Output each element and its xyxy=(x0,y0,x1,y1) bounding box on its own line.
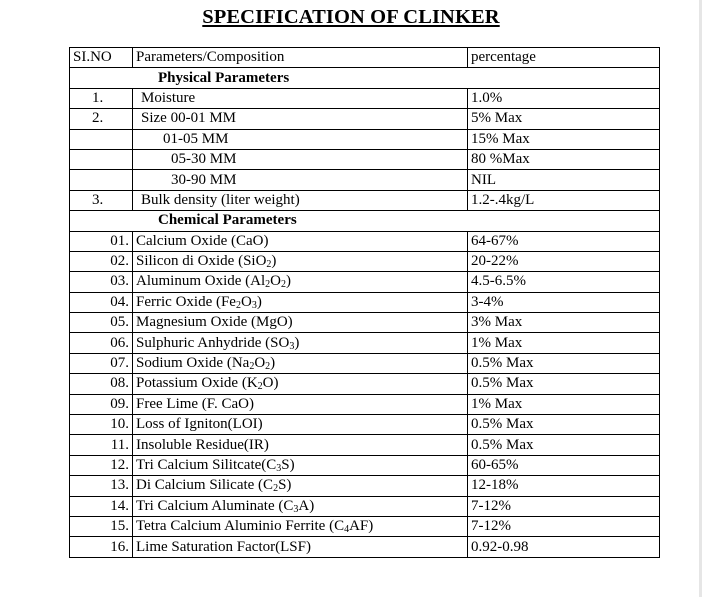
table-row xyxy=(70,313,660,333)
row-number: 12. xyxy=(70,455,133,475)
row-parameter: 01-05 MM xyxy=(133,129,468,149)
row-value: 3% Max xyxy=(468,313,660,333)
table-row xyxy=(70,88,660,108)
text-part: Calcium Oxide (CaO) xyxy=(136,232,269,249)
table-header-row xyxy=(70,48,660,68)
row-value: 64-67% xyxy=(468,231,660,251)
subscript: 2 xyxy=(249,361,255,373)
row-number: 16. xyxy=(70,537,133,557)
row-value: 60-65% xyxy=(468,455,660,475)
section-row-chemical xyxy=(70,211,660,231)
text-part: Insoluble Residue(IR) xyxy=(136,436,269,453)
row-number: 13. xyxy=(70,476,133,496)
text-part: ) xyxy=(286,273,291,290)
table-row xyxy=(70,537,660,557)
row-parameter xyxy=(133,516,468,536)
section-row-physical xyxy=(70,68,660,88)
row-number: 09. xyxy=(70,394,133,414)
row-value: 1.2-.4kg/L xyxy=(468,190,660,210)
row-parameter xyxy=(133,496,468,516)
row-parameter xyxy=(133,537,468,557)
row-value: 0.5% Max xyxy=(468,353,660,373)
row-parameter xyxy=(133,333,468,353)
row-number: 07. xyxy=(70,353,133,373)
table-row xyxy=(70,149,660,169)
text-part: Tetra Calcium Aluminio Ferrite (C xyxy=(136,518,345,535)
row-parameter: 05-30 MM xyxy=(133,149,468,169)
table-row xyxy=(70,353,660,373)
text-part: Silicon di Oxide (SiO xyxy=(136,253,267,270)
specification-table xyxy=(69,47,660,558)
row-value: 0.5% Max xyxy=(468,374,660,394)
subscript: 2 xyxy=(281,279,286,291)
row-number: 08. xyxy=(70,374,133,394)
row-parameter xyxy=(133,313,468,333)
row-parameter xyxy=(133,353,468,373)
subscript: 4 xyxy=(344,524,350,536)
text-part: O xyxy=(240,293,252,310)
text-part: Sodium Oxide (Na xyxy=(136,355,250,372)
subscript: 3 xyxy=(293,503,299,515)
row-number: 02. xyxy=(70,251,133,271)
row-parameter: Moisture xyxy=(133,88,468,108)
document-title: SPECIFICATION OF CLINKER xyxy=(202,6,500,28)
subscript: 2 xyxy=(265,279,271,291)
row-value: 5% Max xyxy=(468,109,660,129)
row-parameter: Bulk density (liter weight) xyxy=(133,190,468,210)
row-number xyxy=(70,170,133,190)
subscript: 3 xyxy=(276,463,282,474)
row-parameter xyxy=(133,394,468,414)
row-value: 7-12% xyxy=(468,516,660,536)
row-number: 3. xyxy=(70,190,133,210)
text-part: A) xyxy=(298,497,315,514)
row-value: 1% Max xyxy=(468,333,660,353)
row-parameter xyxy=(133,231,468,251)
table-row xyxy=(70,415,660,435)
row-value: 3-4% xyxy=(468,292,660,312)
header-value: percentage xyxy=(468,48,660,68)
row-number: 03. xyxy=(70,272,133,292)
text-part: S) xyxy=(281,457,295,473)
row-number: 05. xyxy=(70,313,133,333)
row-parameter xyxy=(133,415,468,435)
row-parameter xyxy=(133,292,468,312)
row-value: 0.5% Max xyxy=(468,415,660,435)
text-part: Potassium Oxide (K xyxy=(136,375,258,392)
row-value: 0.92-0.98 xyxy=(468,537,660,557)
subscript: 2 xyxy=(257,381,263,393)
row-value: 1.0% xyxy=(468,88,660,108)
row-value: 12-18% xyxy=(468,476,660,496)
table-row xyxy=(70,292,660,312)
text-part: ) xyxy=(270,355,276,372)
text-part: Aluminum Oxide (Al xyxy=(136,273,266,290)
row-value: 7-12% xyxy=(468,496,660,516)
row-number xyxy=(70,149,133,169)
table-row xyxy=(70,374,660,394)
table-row xyxy=(70,231,660,251)
table-row xyxy=(70,455,660,475)
text-part: AF) xyxy=(349,518,374,535)
row-parameter xyxy=(133,272,468,292)
text-part: O xyxy=(254,355,266,372)
text-part: Loss of Igniton(LOI) xyxy=(136,416,263,433)
row-number xyxy=(70,129,133,149)
table-row xyxy=(70,476,660,496)
row-number: 1. xyxy=(70,88,133,108)
row-parameter xyxy=(133,435,468,455)
row-parameter xyxy=(133,251,468,271)
row-number: 14. xyxy=(70,496,133,516)
table-row xyxy=(70,190,660,210)
section-heading-chemical: Chemical Parameters xyxy=(70,211,660,231)
row-value: NIL xyxy=(468,170,660,190)
table-row xyxy=(70,170,660,190)
section-heading-physical: Physical Parameters xyxy=(70,68,660,88)
subscript: 3 xyxy=(251,299,257,311)
table-row xyxy=(70,435,660,455)
table-row xyxy=(70,109,660,129)
row-value: 80 %Max xyxy=(468,149,660,169)
row-number: 11. xyxy=(70,435,133,455)
row-value: 4.5-6.5% xyxy=(468,272,660,292)
row-number: 2. xyxy=(70,109,133,129)
table-row xyxy=(70,496,660,516)
row-value: 1% Max xyxy=(468,394,660,414)
header-sl-no: SI.NO xyxy=(70,48,133,68)
table-row xyxy=(70,129,660,149)
row-number: 01. xyxy=(70,231,133,251)
table-row xyxy=(70,251,660,271)
table-row xyxy=(70,333,660,353)
subscript: 2 xyxy=(265,361,271,373)
text-part: Tri Calcium Silitcate(C xyxy=(136,457,277,473)
row-parameter: 30-90 MM xyxy=(133,170,468,190)
table-row xyxy=(70,394,660,414)
text-part: O) xyxy=(262,375,279,392)
row-number: 04. xyxy=(70,292,133,312)
row-parameter xyxy=(133,455,468,475)
row-number: 10. xyxy=(70,415,133,435)
text-part: Ferric Oxide (Fe xyxy=(136,293,236,310)
table-row xyxy=(70,272,660,292)
table-row xyxy=(70,516,660,536)
text-part: ) xyxy=(271,253,277,270)
subscript: 2 xyxy=(273,483,279,495)
text-part: O xyxy=(270,273,281,290)
subscript: 2 xyxy=(266,259,272,271)
row-value: 15% Max xyxy=(468,129,660,149)
text-part: Magnesium Oxide (MgO) xyxy=(136,314,293,331)
text-part: ) xyxy=(294,334,300,351)
text-part: Di Calcium Silicate (C xyxy=(136,477,274,494)
row-value: 20-22% xyxy=(468,251,660,271)
text-part: Lime Saturation Factor(LSF) xyxy=(136,538,311,555)
row-number: 06. xyxy=(70,333,133,353)
text-part: Tri Calcium Aluminate (C xyxy=(136,497,294,514)
header-parameter: Parameters/Composition xyxy=(133,48,468,68)
row-parameter: Size 00-01 MM xyxy=(133,109,468,129)
row-number: 15. xyxy=(70,516,133,536)
row-value: 0.5% Max xyxy=(468,435,660,455)
row-parameter xyxy=(133,476,468,496)
text-part: Sulphuric Anhydride (SO xyxy=(136,334,290,351)
row-parameter xyxy=(133,374,468,394)
text-part: Free Lime (F. CaO) xyxy=(136,395,254,412)
subscript: 3 xyxy=(289,340,295,352)
text-part: ) xyxy=(256,293,262,310)
subscript: 2 xyxy=(235,299,241,311)
text-part: S) xyxy=(278,477,292,494)
